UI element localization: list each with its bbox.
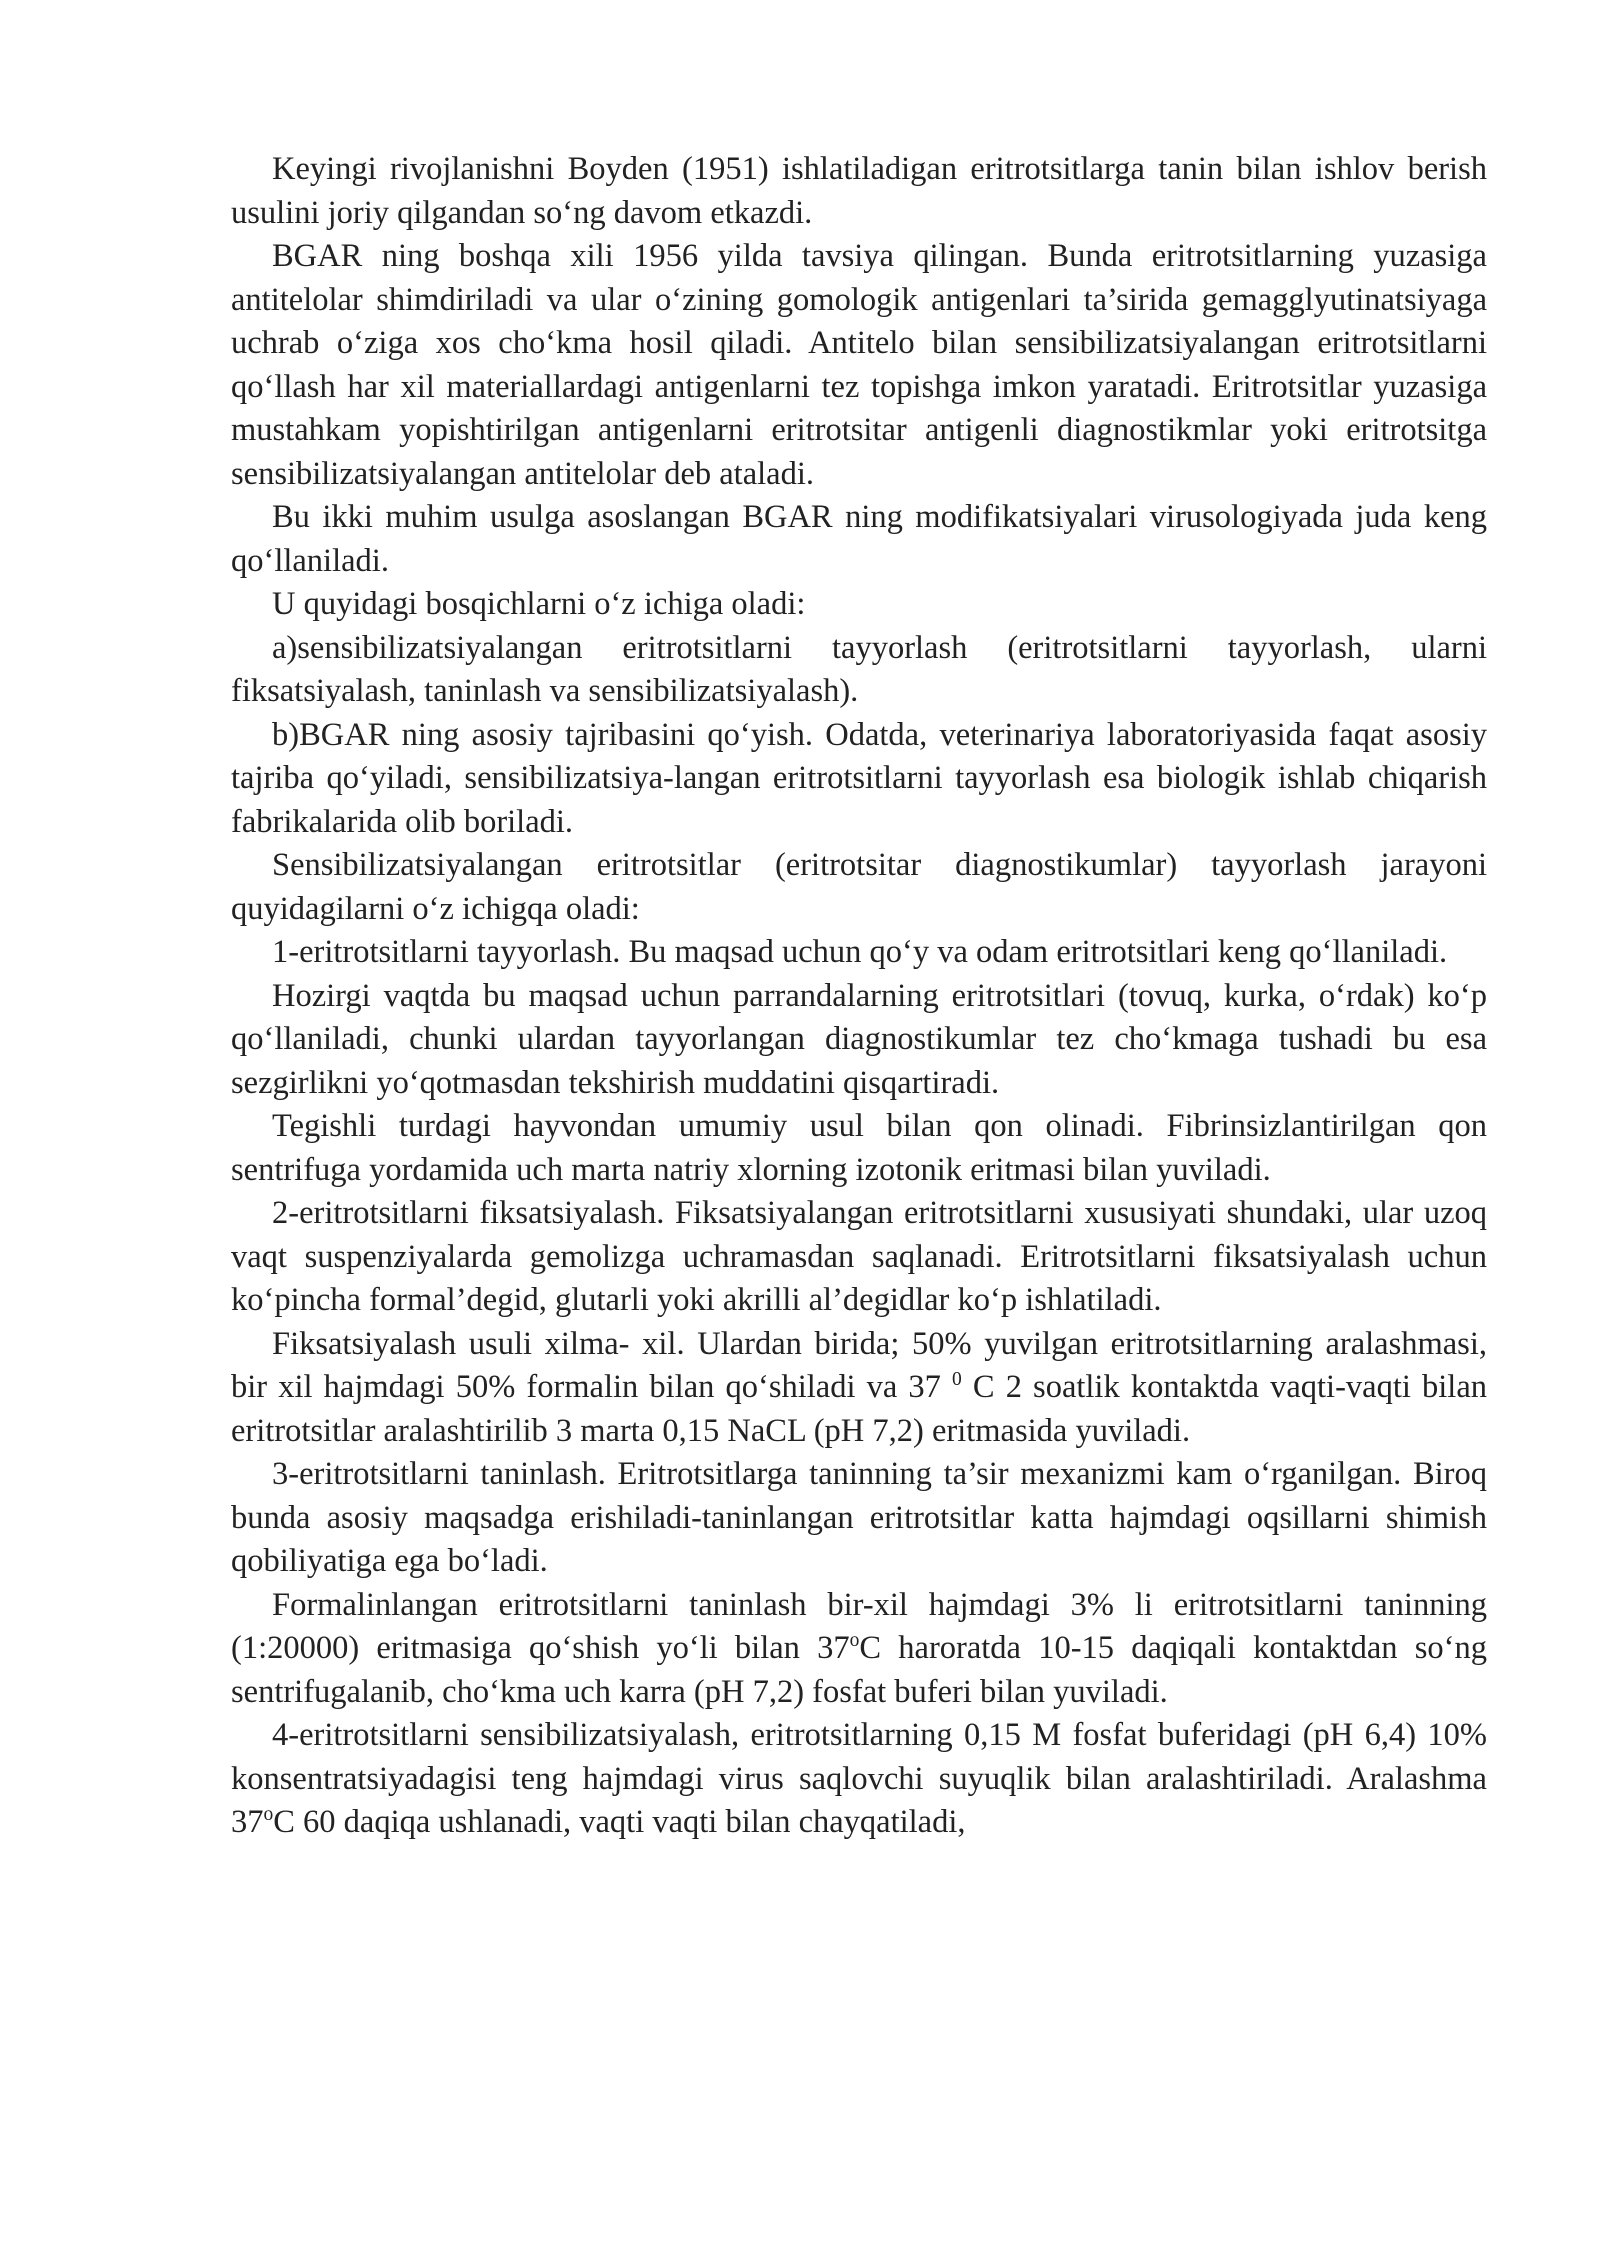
paragraph-blood-collection: Tegishli turdagi hayvondan umumiy usul bilan qon olinadi. Fibrinsizlantirilgan qon sentrifuga yordamida uch marta natriy xlorning izotonik eritmasi bilan yuviladi. — [231, 1108, 1487, 1188]
fixation-text-b: C 2 soatlik kontaktda vaqti-vaqti bilan eritrotsitlar aralashtirilib 3 marta 0,15 NaCL (pH 7,2) eritmasida yuviladi. — [231, 1369, 1487, 1449]
tanning-text-b: C haroratda 10-15 daqiqali kontaktdan so‘ng sentrifugalanib, cho‘kma uch karra (pH 7,2) fosfat buferi bilan yuviladi. — [231, 1630, 1487, 1710]
paragraph-bgar-1956: BGAR ning boshqa xili 1956 yilda tavsiya qilingan. Bunda eritrotsitlarning yuzasiga antitelolar shimdiriladi va ular o‘zining gomologik antigenlari ta’sirida gemagglyutinatsiyaga uchrab o‘ziga xos cho‘kma hosil qiladi. Antitelo bilan sensibilizatsiyalangan eritrotsitlarni qo‘llash har xil materiallardagi antigenlarni tez topishga imkon yaratadi. Eritrotsitlar yuzasiga mustahkam yopishtirilgan antigenlarni eritrotsitar antigenli diagnostikmlar yoki eritrotsitga sensibilizatsiyalangan antitelolar deb ataladi. — [231, 238, 1487, 492]
paragraph-stage-a: a)sensibilizatsiyalangan eritrotsitlarni tayyorlash (eritrotsitlarni tayyorlash, ularni fiksatsiyalash, taninlash va sensibilizatsiyalash). — [231, 629, 1487, 709]
degree-superscript: 0 — [952, 1369, 962, 1391]
document-page — [231, 148, 1487, 1845]
degree-superscript: o — [263, 1804, 274, 1826]
paragraph-boyden: Keyingi rivojlanishni Boyden (1951) ishlatiladigan eritrotsitlarga tanin bilan ishlov berish usulini joriy qilgandan so‘ng davom etkazdi. — [231, 151, 1487, 231]
paragraph-fixation-method — [231, 1323, 1487, 1454]
paragraph-tanning-method — [231, 1584, 1487, 1715]
paragraph-step-2: 2-eritrotsitlarni fiksatsiyalash. Fiksatsiyalangan eritrotsitlarni xususiyati shundaki, ular uzoq vaqt suspenziyalarda gemolizga uchramasdan saqlanadi. Eritrotsitlarni fiksatsiyalash uchun ko‘pincha formal’degid, glutarli yoki akrilli al’degidlar ko‘p ishlatiladi. — [231, 1195, 1487, 1318]
paragraph-sensibilized-preparation: Sensibilizatsiyalangan eritrotsitlar (eritrotsitar diagnostikumlar) tayyorlash jarayoni quyidagilarni o‘z ichigqa oladi: — [231, 847, 1487, 927]
paragraph-stages-intro: U quyidagi bosqichlarni o‘z ichiga oladi: — [272, 586, 806, 622]
paragraph-stage-b: b)BGAR ning asosiy tajribasini qo‘yish. Odatda, veterinariya laboratoriyasida faqat asosiy tajriba qo‘yiladi, sensibilizatsiya-langan eritrotsitlarni tayyorlash esa biologik ishlab chiqarish fabrikalarida olib boriladi. — [231, 716, 1487, 840]
degree-superscript: o — [849, 1630, 860, 1652]
paragraph-poultry-erythrocytes: Hozirgi vaqtda bu maqsad uchun parrandalarning eritrotsitlari (tovuq, kurka, o‘rdak) ko‘p qo‘llaniladi, chunki ulardan tayyorlangan diagnostikumlar tez cho‘kmaga tushadi bu esa sezgirlikni yo‘qotmasdan tekshirish muddatini qisqartiradi. — [231, 977, 1487, 1101]
sensibilization-text-b: C 60 daqiqa ushlanadi, vaqti vaqti bilan chayqatiladi, — [273, 1804, 966, 1840]
fixation-text-a: Fiksatsiyalash usuli xilma- xil. Ulardan birida; 50% yuvilgan eritrotsitlarning aralashmasi, bir xil hajmdagi 50% formalin bilan qo‘shiladi va 37 — [231, 1325, 1487, 1405]
paragraph-modifications: Bu ikki muhim usulga asoslangan BGAR ning modifikatsiyalari virusologiyada juda keng qo‘llaniladi. — [231, 499, 1487, 579]
paragraph-step-4 — [231, 1714, 1487, 1845]
paragraph-step-3: 3-eritrotsitlarni taninlash. Eritrotsitlarga taninning ta’sir mexanizmi kam o‘rganilgan. Biroq bunda asosiy maqsadga erishiladi-taninlangan eritrotsitlar katta hajmdagi oqsillarni shimish qobiliyatiga ega bo‘ladi. — [231, 1456, 1487, 1579]
paragraph-step-1: 1-eritrotsitlarni tayyorlash. Bu maqsad uchun qo‘y va odam eritrotsitlari keng qo‘llaniladi. — [272, 934, 1448, 970]
tanning-text-a: Formalinlangan eritrotsitlarni taninlash bir-xil hajmdagi 3% li eritrotsitlarni taninning (1:20000) eritmasiga qo‘shish yo‘li bilan 37 — [231, 1586, 1487, 1666]
sensibilization-text-a: 4-eritrotsitlarni sensibilizatsiyalash, eritrotsitlarning 0,15 M fosfat buferidagi (pH 6,4) 10% konsentratsiyadagisi teng hajmdagi virus saqlovchi suyuqlik bilan aralashtiriladi. Aralashma 37 — [231, 1717, 1487, 1840]
